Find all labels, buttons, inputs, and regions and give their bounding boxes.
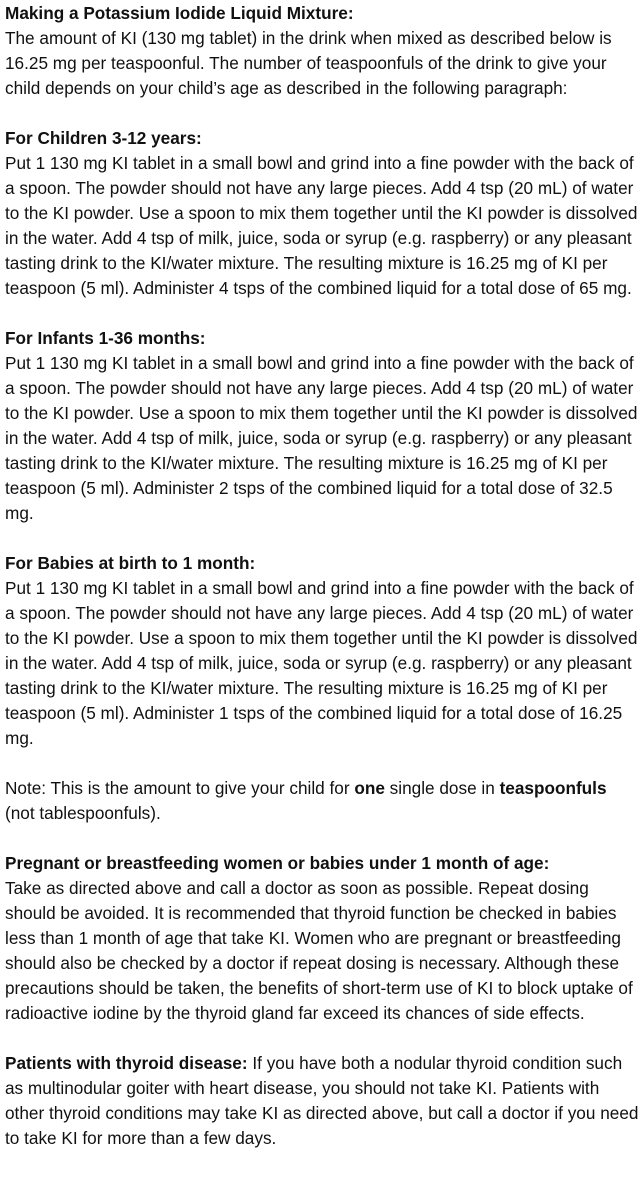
children-body: Put 1 130 mg KI tablet in a small bowl and grind into a fine powder with the back of a spoon. The powder should not have any large pieces. Add 4 tsp (20 mL) of water to the KI powder. Use a spoon to mix them together until the KI powder is dissolved in the water. Add 4 tsp of milk, juice, soda or syrup (e.g. raspberry) or any pleasant tasting drink to the KI/water mixture. The resulting mixture is 16.25 mg of KI per teaspoon (5 ml). Administer 4 tsps of the combined liquid for a total dose of 65 mg.	[5, 153, 638, 298]
note-part3: (not tablespoonfuls).	[5, 803, 161, 823]
babies-heading: For Babies at birth to 1 month:	[5, 553, 256, 573]
thyroid-text	[5, 1051, 640, 1151]
note-part2: single dose in	[384, 778, 500, 798]
pregnant-body: Take as directed above and call a doctor as soon as possible. Repeat dosing should be avoided. It is recommended that thyroid function be checked in babies less than 1 month of age that take KI. Women who are pregnant or breastfeeding should also be checked by a doctor if repeat dosing is necessary. Although these precautions should be taken, the benefits of short-term use of KI to block uptake of radioactive iodine by the thyroid gland far exceed its chances of side effects.	[5, 878, 633, 1023]
children-section	[5, 126, 640, 301]
note-section	[5, 776, 640, 826]
note-bold-one: one	[354, 778, 385, 798]
pregnant-heading: Pregnant or breastfeeding women or babies under 1 month of age:	[5, 853, 550, 873]
children-heading: For Children 3-12 years:	[5, 128, 202, 148]
intro-section	[5, 1, 640, 101]
pregnant-section	[5, 851, 640, 1026]
intro-body: The amount of KI (130 mg tablet) in the drink when mixed as described below is 16.25 mg per teaspoonful. The number of teaspoonfuls of the drink to give your child depends on your child’s age as described in the following paragraph:	[5, 28, 612, 98]
thyroid-section	[5, 1051, 640, 1151]
thyroid-body: If you have both a nodular thyroid condition such as multinodular goiter with heart disease, you should not take KI. Patients with other thyroid conditions may take KI as directed above, but call a doctor if you need to take KI for more than a few days.	[5, 1053, 639, 1148]
babies-section	[5, 551, 640, 751]
babies-body: Put 1 130 mg KI tablet in a small bowl and grind into a fine powder with the back of a spoon. The powder should not have any large pieces. Add 4 tsp (20 mL) of water to the KI powder. Use a spoon to mix them together until the KI powder is dissolved in the water. Add 4 tsp of milk, juice, soda or syrup (e.g. raspberry) or any pleasant tasting drink to the KI/water mixture. The resulting mixture is 16.25 mg of KI per teaspoon (5 ml). Administer 1 tsps of the combined liquid for a total dose of 16.25 mg.	[5, 578, 638, 748]
infants-heading: For Infants 1-36 months:	[5, 328, 206, 348]
infants-section	[5, 326, 640, 526]
thyroid-heading: Patients with thyroid disease:	[5, 1053, 248, 1073]
intro-heading: Making a Potassium Iodide Liquid Mixture:	[5, 3, 354, 23]
note-text	[5, 776, 640, 826]
infants-body: Put 1 130 mg KI tablet in a small bowl and grind into a fine powder with the back of a spoon. The powder should not have any large pieces. Add 4 tsp (20 mL) of water to the KI powder. Use a spoon to mix them together until the KI powder is dissolved in the water. Add 4 tsp of milk, juice, soda or syrup (e.g. raspberry) or any pleasant tasting drink to the KI/water mixture. The resulting mixture is 16.25 mg of KI per teaspoon (5 ml). Administer 2 tsps of the combined liquid for a total dose of 32.5 mg.	[5, 353, 638, 523]
note-bold-teaspoonfuls: teaspoonfuls	[499, 778, 607, 798]
note-part1: Note: This is the amount to give your child for	[5, 778, 355, 798]
